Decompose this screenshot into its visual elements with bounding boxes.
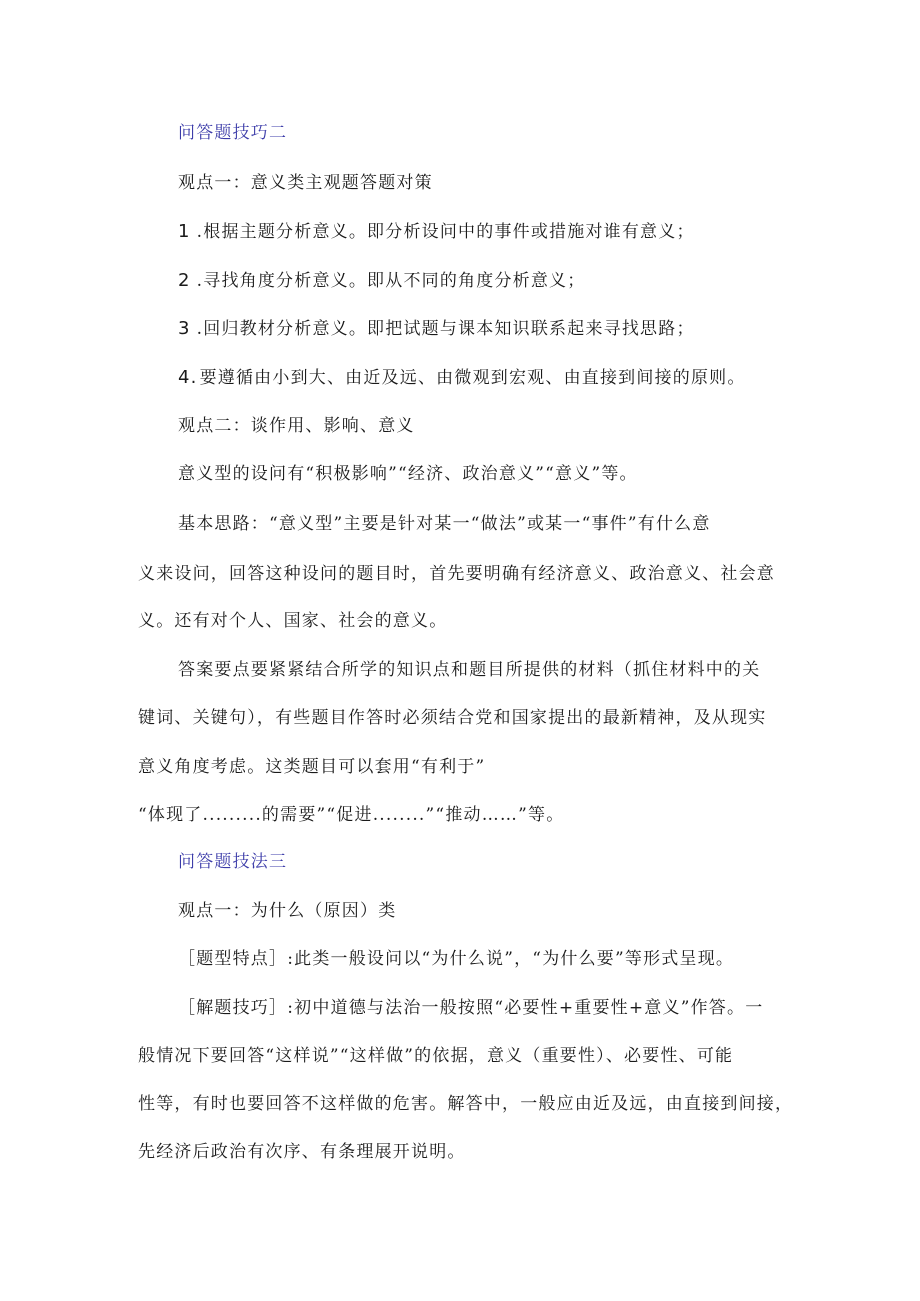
viewpoint-one-reason-title: 观点一：为什么（原因）类 (178, 901, 397, 921)
paragraph-solving-tips-line: 性等，有时也要回答不这样做的危害。解答中，一般应由近及远，由直接到间接， (138, 1094, 794, 1114)
list-item-number: 3 (178, 318, 191, 339)
list-item-text: 要遵循由小到大、由近及远、由微观到宏观、由直接到间接的原则。 (199, 368, 746, 388)
list-item-text: .根据主题分析意义。即分析设问中的事件或措施对谁有意义； (196, 222, 695, 242)
list-item-text: .回归教材分析意义。即把试题与课本知识联系起来寻找思路； (196, 319, 695, 339)
viewpoint-two-title: 观点二：谈作用、影响、意义 (178, 416, 415, 436)
list-item (178, 221, 695, 243)
paragraph-answer-points-line: 键词、关键句），有些题目作答时必须结合党和国家提出的最新精神，及从现实 (138, 708, 767, 728)
paragraph-basic-approach-line: 基本思路：“意义型”主要是针对某一“做法”或某一“事件”有什么意 (178, 514, 711, 534)
list-item-number: 2 (178, 270, 191, 291)
paragraph-solving-tips-line: 般情况下要回答“这样说”“这样做”的依据，意义（重要性）、必要性、可能 (138, 1046, 734, 1066)
paragraph-answer-points-line: 答案要点要紧紧结合所学的知识点和题目所提供的材料（抓住材料中的关 (178, 660, 761, 680)
section-heading-tips-two: 问答题技巧二 (178, 123, 288, 143)
list-item-number: 1 (178, 221, 191, 242)
paragraph-basic-approach-line: 义来设问，回答这种设问的题目时，首先要明确有经济意义、政治意义、社会意 (138, 564, 775, 584)
paragraph-solving-tips-line: ［解题技巧］:初中道德与法治一般按照“必要性+重要性+意义”作答。一 (178, 998, 764, 1018)
section-heading-methods-three: 问答题技法三 (178, 852, 288, 872)
paragraph-answer-points-line: 意义角度考虑。这类题目可以套用“有利于” (138, 757, 486, 777)
paragraph-meaning-types: 意义型的设问有“积极影响”“经济、政治意义”“意义”等。 (178, 464, 638, 484)
list-item (178, 367, 746, 389)
paragraph-solving-tips-line: 先经济后政治有次序、有条理展开说明。 (138, 1142, 466, 1162)
paragraph-basic-approach-line: 义。还有对个人、国家、社会的意义。 (138, 611, 448, 631)
viewpoint-one-title: 观点一：意义类主观题答题对策 (178, 173, 433, 193)
paragraph-question-features: ［题型特点］:此类一般设问以“为什么说”，“为什么要”等形式呈现。 (178, 949, 735, 969)
list-item-number: 4. (178, 367, 198, 388)
list-item (178, 318, 695, 340)
list-item-text: .寻找角度分析意义。即从不同的角度分析意义； (196, 271, 586, 291)
paragraph-answer-points-line: “体现了.........的需要”“促进........”“推动……”等。 (138, 805, 565, 825)
list-item (178, 270, 585, 292)
